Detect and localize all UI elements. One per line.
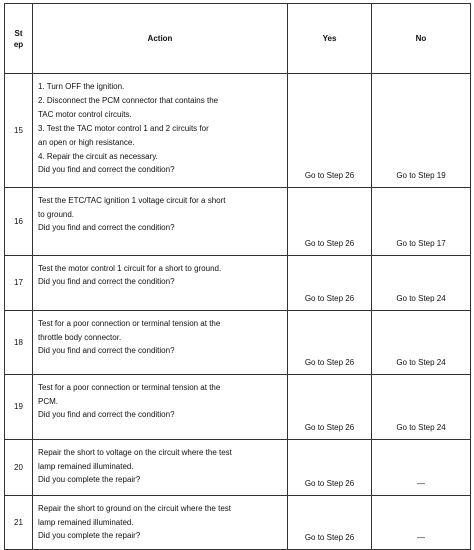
table-row bbox=[5, 496, 471, 550]
yes-cell: Go to Step 26 bbox=[288, 375, 372, 440]
action-line: Test the ETC/TAC ignition 1 voltage circuit for a short bbox=[38, 196, 226, 205]
header-row bbox=[5, 4, 471, 74]
table-row bbox=[5, 375, 471, 440]
action-line: 4. Repair the circuit as necessary. bbox=[38, 152, 158, 161]
no-cell: — bbox=[372, 440, 471, 496]
action-line: PCM. bbox=[38, 397, 58, 406]
action-cell bbox=[33, 440, 288, 496]
header-yes: Yes bbox=[288, 4, 372, 74]
action-line: an open or high resistance. bbox=[38, 138, 135, 147]
action-question: Did you complete the repair? bbox=[38, 531, 141, 540]
table-row bbox=[5, 188, 471, 256]
no-cell: Go to Step 24 bbox=[372, 375, 471, 440]
yes-cell: Go to Step 26 bbox=[288, 440, 372, 496]
action-line: lamp remained illuminated. bbox=[38, 518, 134, 527]
action-cell bbox=[33, 311, 288, 375]
header-step-line2: ep bbox=[13, 39, 24, 49]
action-line: 1. Turn OFF the ignition. bbox=[38, 82, 125, 91]
yes-cell: Go to Step 26 bbox=[288, 496, 372, 550]
step-number: 17 bbox=[5, 256, 33, 311]
yes-cell: Go to Step 26 bbox=[288, 188, 372, 256]
action-line: lamp remained illuminated. bbox=[38, 462, 134, 471]
no-cell: Go to Step 17 bbox=[372, 188, 471, 256]
action-line: Repair the short to voltage on the circuit where the test bbox=[38, 448, 232, 457]
action-line: 3. Test the TAC motor control 1 and 2 circuits for bbox=[38, 124, 209, 133]
action-line: to ground. bbox=[38, 210, 75, 219]
no-cell: Go to Step 19 bbox=[372, 74, 471, 188]
yes-cell: Go to Step 26 bbox=[288, 74, 372, 188]
header-no: No bbox=[372, 4, 471, 74]
step-number: 21 bbox=[5, 496, 33, 550]
action-line: Test the motor control 1 circuit for a short to ground. bbox=[38, 264, 222, 273]
action-line: Test for a poor connection or terminal tension at the bbox=[38, 319, 221, 328]
yes-cell: Go to Step 26 bbox=[288, 311, 372, 375]
yes-cell: Go to Step 26 bbox=[288, 256, 372, 311]
no-cell: — bbox=[372, 496, 471, 550]
action-line: 2. Disconnect the PCM connector that contains the bbox=[38, 96, 219, 105]
step-number: 16 bbox=[5, 188, 33, 256]
action-question: Did you find and correct the condition? bbox=[38, 346, 175, 355]
step-number: 20 bbox=[5, 440, 33, 496]
diagnostic-table bbox=[4, 3, 471, 550]
action-question: Did you complete the repair? bbox=[38, 475, 141, 484]
table-row bbox=[5, 256, 471, 311]
header-step-line1: St bbox=[14, 28, 23, 38]
table-row bbox=[5, 311, 471, 375]
header-step bbox=[5, 4, 33, 74]
step-number: 15 bbox=[5, 74, 33, 188]
action-question: Did you find and correct the condition? bbox=[38, 165, 175, 174]
step-number: 18 bbox=[5, 311, 33, 375]
action-question: Did you find and correct the condition? bbox=[38, 277, 175, 286]
step-number: 19 bbox=[5, 375, 33, 440]
action-line: Test for a poor connection or terminal tension at the bbox=[38, 383, 221, 392]
action-cell bbox=[33, 188, 288, 256]
no-cell: Go to Step 24 bbox=[372, 256, 471, 311]
diagnostic-table-container bbox=[4, 3, 471, 550]
action-line: TAC motor control circuits. bbox=[38, 110, 132, 119]
action-line: throttle body connector. bbox=[38, 333, 122, 342]
action-cell bbox=[33, 375, 288, 440]
header-action: Action bbox=[33, 4, 288, 74]
action-line: Repair the short to ground on the circuit where the test bbox=[38, 504, 231, 513]
action-cell bbox=[33, 74, 288, 188]
action-cell bbox=[33, 256, 288, 311]
no-cell: Go to Step 24 bbox=[372, 311, 471, 375]
action-question: Did you find and correct the condition? bbox=[38, 223, 175, 232]
table-row bbox=[5, 74, 471, 188]
action-question: Did you find and correct the condition? bbox=[38, 410, 175, 419]
table-row bbox=[5, 440, 471, 496]
action-cell bbox=[33, 496, 288, 550]
